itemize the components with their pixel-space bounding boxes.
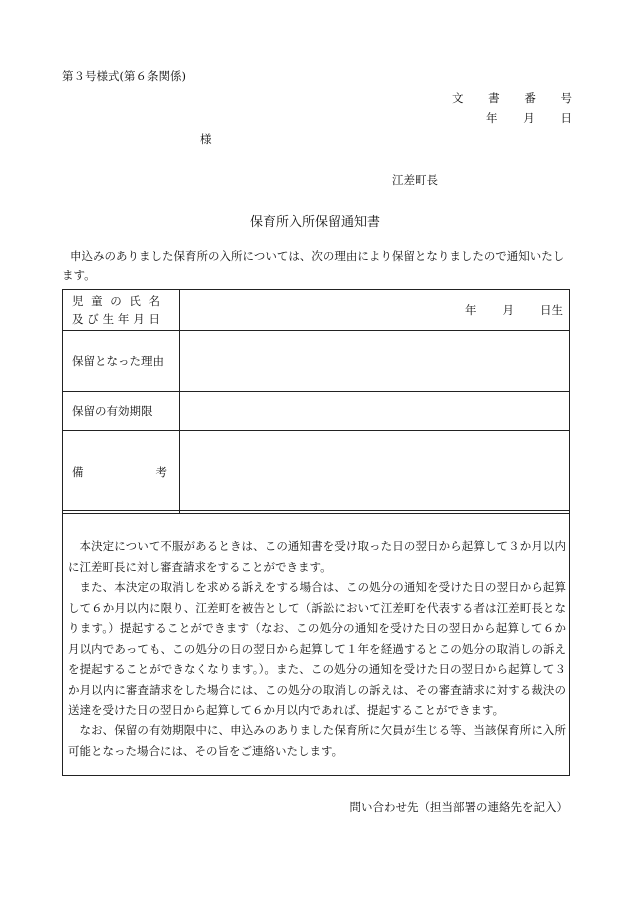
label-char: 生 [102,312,115,326]
document-number-char: 番 [524,91,536,105]
remarks-char: 備 [72,465,84,479]
notice-paragraph: また、本決定の取消しを求める訴えをする場合は、この処分の通知を受けた日の翌日から起算して６か月以内に限り、江差町を被告として（訴訟において江差町を代表する者は江差町長となります。）提起することができます（なお、この処分の通知を受けた日の翌日から起算して６か月以内であっても、この処分の日の翌日から起算して１年を経過するとこの処分の取消しの訴えを提起することができなくなります。）。また、この処分の通知を受けた日の翌日から起算して３か月以内に審査請求をした場合には、この処分の取消しの訴えは、その審査請求に対する裁決の送達を受けた日の翌日から起算して６か月以内であれば、提起することができます。 [68,580,566,717]
label-char: 日 [148,312,160,326]
remarks-value [180,431,569,513]
label-char: 年 [117,312,130,326]
reason-row [63,331,569,392]
child-label-line2 [72,310,160,328]
remarks-label [63,431,180,513]
document-number-char: 文 [452,91,464,105]
document-title: 保育所入所保留通知書 [249,215,380,230]
form-number: 第３号様式(第６条関係) [62,69,186,83]
validity-label: 保留の有効期限 [63,392,180,430]
child-label [63,290,180,330]
info-table [62,289,570,514]
child-value [180,290,569,330]
child-row [63,290,569,331]
birth-year: 年 [465,303,477,317]
date-year: 年 [486,111,498,125]
issuer: 江差町長 [392,173,438,187]
birth-day: 日生 [540,303,563,317]
reason-value [180,331,569,391]
label-char: 及 [72,312,84,326]
addressee: 様 [200,132,212,146]
date-month: 月 [523,111,535,125]
notice-box [62,510,570,776]
validity-value [180,392,569,430]
notice-paragraph: 本決定について不服があるときは、この通知書を受け取った日の翌日から起算して３か月以内に江差町長に対し審査請求をすることができます。 [68,539,566,574]
date-day: 日 [560,111,572,125]
birth-month: 月 [502,303,514,317]
label-char: 氏 [129,294,141,308]
birth-date-fields [465,302,563,318]
intro-text: 申込みのありました保育所の入所については、次の理由により保留となりましたので通知いたします。 [62,249,565,282]
label-char: の [110,294,122,308]
remarks-char: 考 [155,465,167,479]
label-char: 月 [133,312,145,326]
document-number-char: 号 [560,91,572,105]
document-number-char: 書 [488,91,500,105]
remarks-row [63,431,569,513]
label-char: 童 [91,294,103,308]
document-number [452,90,572,106]
contact-note: 問い合わせ先（担当部署の連絡先を記入） [349,800,568,814]
issue-date [486,110,572,126]
label-char: 児 [72,294,84,308]
reason-label: 保留となった理由 [63,331,180,391]
notice-paragraph: なお、保留の有効期限中に、申込みのありました保育所に欠員が生じる等、当該保育所に入所可能となった場合には、その旨をご連絡いたします。 [68,723,566,758]
child-label-line1 [72,292,160,310]
validity-row [63,392,569,431]
label-char: び [87,312,99,326]
label-char: 名 [148,294,160,308]
